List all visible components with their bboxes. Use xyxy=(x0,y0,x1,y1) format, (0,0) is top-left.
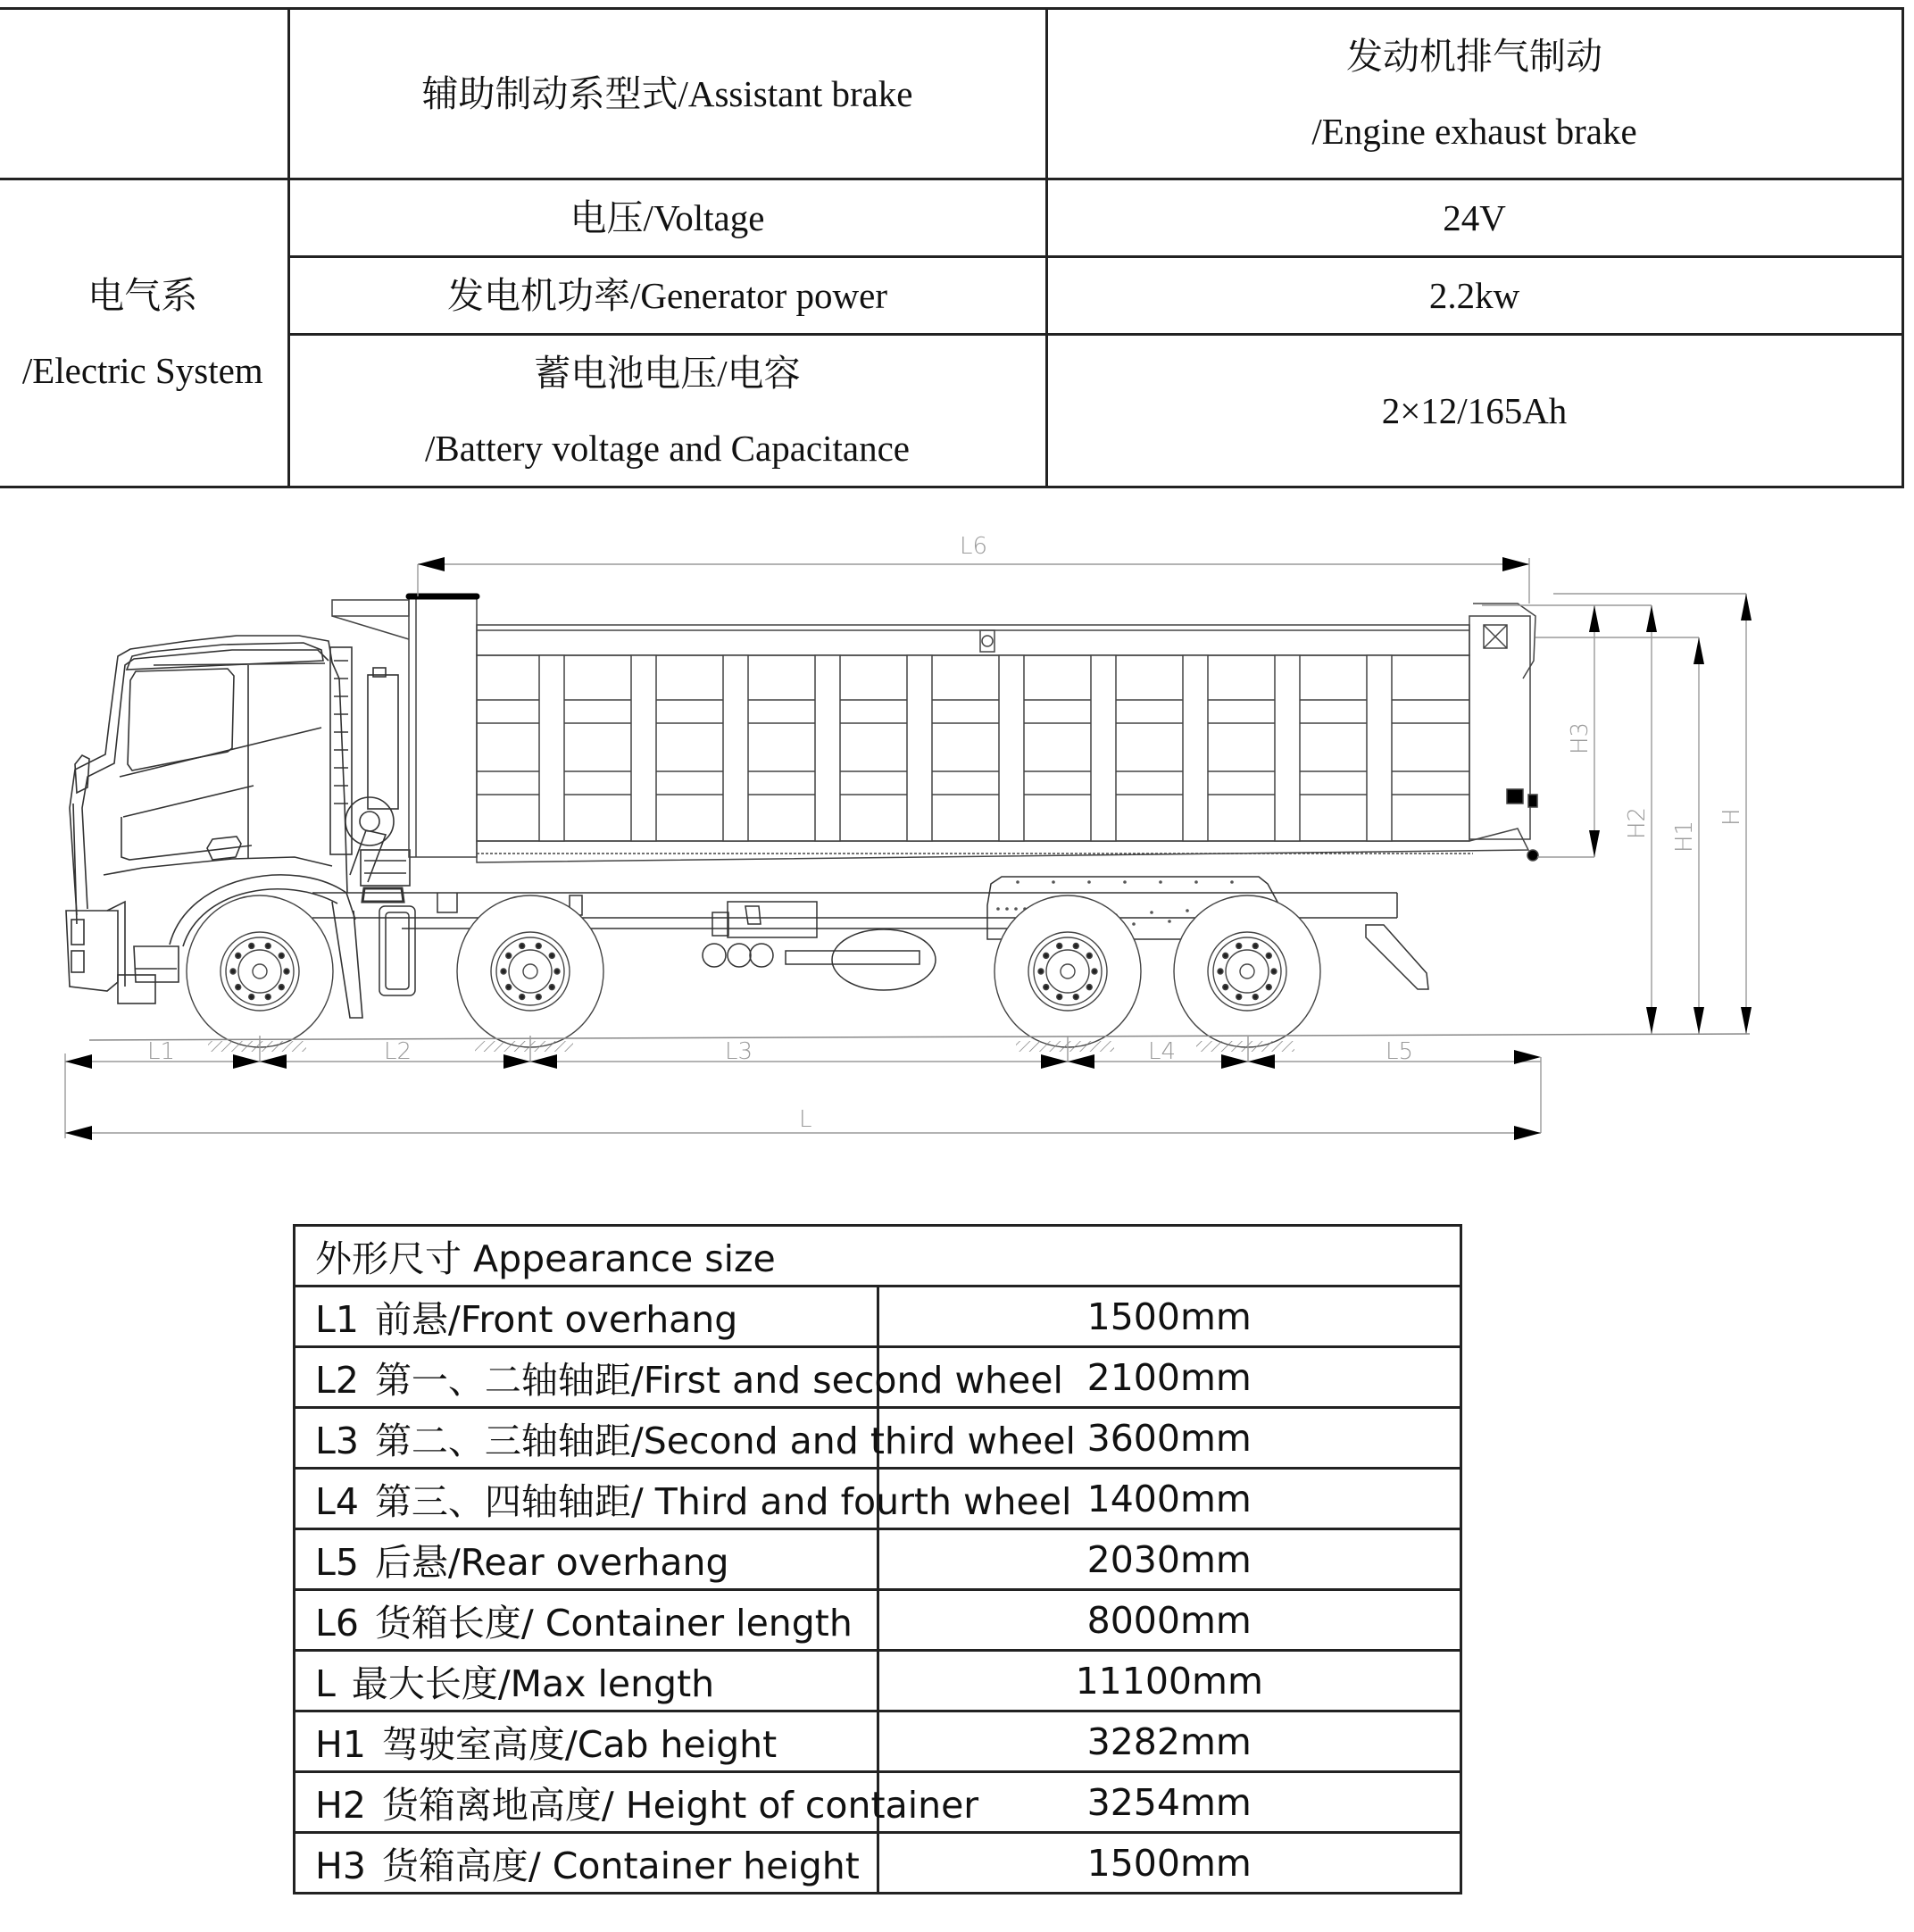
dim-label-l3: L3 xyxy=(725,1038,753,1065)
appearance-row-h2 xyxy=(295,1772,1461,1833)
dimension-code: H1 xyxy=(315,1723,366,1766)
dimension-description: 第一、二轴轴距/First and second wheel xyxy=(374,1359,1063,1402)
dimension-description: 前悬/Front overhang xyxy=(374,1298,738,1341)
dim-label-h: H xyxy=(1718,808,1745,826)
appearance-size-table xyxy=(293,1224,1462,1895)
dim-label-l2: L2 xyxy=(384,1038,412,1065)
dimension-description: 第二、三轴轴距/Second and third wheel xyxy=(374,1420,1076,1462)
dim-label-h1: H1 xyxy=(1671,820,1698,853)
dimension-description: 货箱长度/ Container length xyxy=(374,1602,853,1645)
dimension-value: 8000mm xyxy=(878,1590,1461,1651)
appearance-row-label xyxy=(295,1469,1072,1529)
battery-label xyxy=(288,335,1046,487)
battery-value: 2×12/165Ah xyxy=(1046,335,1902,487)
wheel-2 xyxy=(457,895,603,1047)
dimension-arrowheads xyxy=(65,557,1752,1140)
generator-label: 发电机功率/Generator power xyxy=(288,257,1046,335)
dimension-value: 3600mm xyxy=(878,1408,1461,1469)
container-post xyxy=(815,655,840,841)
dimension-description: 货箱离地高度/ Height of container xyxy=(381,1784,979,1827)
dimension-description: 最大长度/Max length xyxy=(351,1662,715,1705)
appearance-row-l xyxy=(295,1651,1461,1711)
dimension-value: 11100mm xyxy=(878,1651,1461,1711)
container-post xyxy=(1183,655,1208,841)
electric-system-cn: 电气系 xyxy=(87,275,198,316)
appearance-row-label xyxy=(295,1711,878,1772)
dim-label-l: L xyxy=(799,1106,812,1133)
dimension-description: 后悬/Rear overhang xyxy=(374,1541,729,1584)
container-post xyxy=(907,655,932,841)
voltage-label: 电压/Voltage xyxy=(288,179,1046,257)
assistant-brake-value-en: /Engine exhaust brake xyxy=(1311,111,1637,152)
assistant-brake-label: 辅助制动系型式/Assistant brake xyxy=(288,9,1046,179)
container-post xyxy=(631,655,656,841)
appearance-row-label xyxy=(295,1590,878,1651)
battery-label-en: /Battery voltage and Capacitance xyxy=(424,428,910,469)
truck-side-drawing xyxy=(0,500,1914,1178)
appearance-row-label xyxy=(295,1772,979,1833)
appearance-row-l3 xyxy=(295,1408,1461,1469)
appearance-row-l4 xyxy=(295,1469,1461,1529)
dimension-value: 3282mm xyxy=(878,1711,1461,1772)
dimension-value: 1500mm xyxy=(878,1833,1461,1894)
dimension-lines xyxy=(65,558,1746,1138)
dump-container xyxy=(332,596,1538,862)
spec-table xyxy=(0,7,1904,488)
dimension-code: L xyxy=(315,1662,336,1705)
dim-label-l6: L6 xyxy=(960,533,988,560)
dimension-code: H2 xyxy=(315,1784,366,1827)
appearance-row-l5 xyxy=(295,1529,1461,1590)
wheel-4 xyxy=(1174,895,1320,1047)
appearance-row-label xyxy=(295,1408,1076,1469)
dimension-description: 货箱高度/ Container height xyxy=(381,1845,860,1887)
dimension-code: L6 xyxy=(315,1602,359,1645)
assistant-brake-value-cn: 发动机排气制动 xyxy=(1346,36,1602,77)
dimension-code: L3 xyxy=(315,1420,359,1462)
generator-value: 2.2kw xyxy=(1046,257,1902,335)
electric-system-group xyxy=(0,179,288,487)
wheel-1 xyxy=(187,895,333,1047)
appearance-table-title: 外形尺寸 Appearance size xyxy=(295,1226,1461,1287)
assistant-brake-value xyxy=(1046,9,1902,179)
appearance-row-label xyxy=(295,1287,878,1347)
appearance-row-label xyxy=(295,1833,878,1894)
appearance-row-h3 xyxy=(295,1833,1461,1894)
dimension-code: L5 xyxy=(315,1541,359,1584)
container-post xyxy=(723,655,748,841)
container-post xyxy=(1367,655,1392,841)
battery-label-cn: 蓄电池电压/电容 xyxy=(534,353,801,394)
electric-system-en: /Electric System xyxy=(21,350,263,391)
dim-label-h2: H2 xyxy=(1624,806,1651,839)
appearance-row-label xyxy=(295,1347,1063,1408)
dimension-code: L2 xyxy=(315,1359,359,1402)
dimension-code: L1 xyxy=(315,1298,359,1341)
dimension-description: 驾驶室高度/Cab height xyxy=(381,1723,778,1766)
appearance-row-l1 xyxy=(295,1287,1461,1347)
container-post xyxy=(539,655,564,841)
dim-label-h3: H3 xyxy=(1567,721,1594,754)
ground xyxy=(89,1034,1750,1052)
dimension-value: 1400mm xyxy=(878,1469,1461,1529)
empty-group-cell xyxy=(0,9,288,179)
dimension-description: 第三、四轴轴距/ Third and fourth wheel xyxy=(374,1480,1072,1523)
dimension-value: 3254mm xyxy=(878,1772,1461,1833)
container-post xyxy=(999,655,1024,841)
voltage-value: 24V xyxy=(1046,179,1902,257)
appearance-row-l6 xyxy=(295,1590,1461,1651)
container-posts xyxy=(539,655,1392,841)
appearance-row-label xyxy=(295,1529,878,1590)
wheel-3 xyxy=(994,895,1141,1047)
appearance-row-l2 xyxy=(295,1347,1461,1408)
container-post xyxy=(1275,655,1300,841)
appearance-row-label xyxy=(295,1651,878,1711)
dim-label-l5: L5 xyxy=(1386,1038,1414,1065)
dimension-value: 2030mm xyxy=(878,1529,1461,1590)
appearance-table-header xyxy=(295,1226,1461,1287)
dimension-code: L4 xyxy=(315,1480,359,1523)
dimension-value: 1500mm xyxy=(878,1287,1461,1347)
container-post xyxy=(1091,655,1116,841)
appearance-row-h1 xyxy=(295,1711,1461,1772)
spec-row-assistant-brake xyxy=(0,9,1902,179)
dim-label-l4: L4 xyxy=(1148,1038,1177,1065)
spec-row-voltage xyxy=(0,179,1902,257)
dimension-value: 2100mm xyxy=(878,1347,1461,1408)
dimension-code: H3 xyxy=(315,1845,366,1887)
dim-label-l1: L1 xyxy=(147,1038,176,1065)
